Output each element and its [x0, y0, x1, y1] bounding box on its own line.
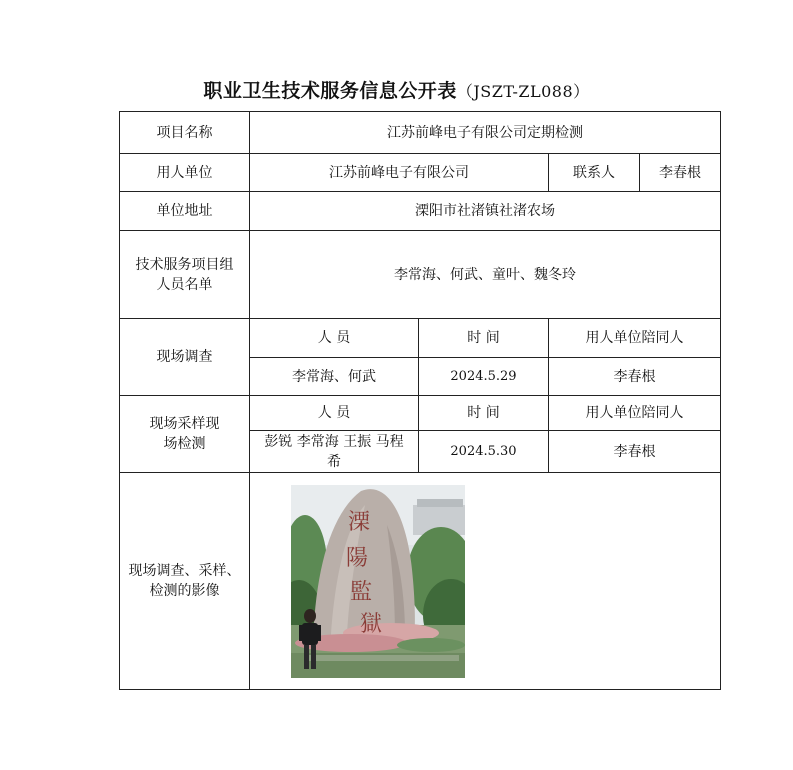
images-cell — [250, 473, 721, 690]
address-value: 溧阳市社渚镇社渚农场 — [250, 192, 721, 231]
inscription-char-3: 監 — [349, 580, 373, 605]
sampling-label: 现场采样现场检测 — [120, 396, 250, 473]
document-title — [0, 76, 793, 103]
inscription-char-2: 陽 — [345, 546, 369, 571]
row-images — [120, 473, 721, 690]
survey-escort: 李春根 — [549, 358, 721, 396]
project-name-label: 项目名称 — [120, 112, 250, 154]
row-project-name — [120, 112, 721, 154]
row-employer — [120, 154, 721, 192]
row-survey-header — [120, 319, 721, 358]
row-team — [120, 231, 721, 319]
employer-value: 江苏前峰电子有限公司 — [250, 154, 549, 192]
survey-col-time: 时 间 — [419, 319, 549, 358]
survey-col-escort: 用人单位陪同人 — [549, 319, 721, 358]
contact-value: 李春根 — [640, 154, 721, 192]
survey-col-people: 人 员 — [250, 319, 419, 358]
contact-label: 联系人 — [549, 154, 640, 192]
team-value: 李常海、何武、童叶、魏冬玲 — [250, 231, 721, 319]
employer-label: 用人单位 — [120, 154, 250, 192]
title-main: 职业卫生技术服务信息公开表 — [203, 80, 457, 102]
project-name-value: 江苏前峰电子有限公司定期检测 — [250, 112, 721, 154]
info-table — [119, 111, 721, 690]
title-code: （JSZT-ZL088） — [456, 82, 590, 101]
sampling-time: 2024.5.30 — [419, 431, 549, 473]
inscription-char-4: 獄 — [359, 612, 383, 637]
address-label: 单位地址 — [120, 192, 250, 231]
sampling-col-people: 人 员 — [250, 396, 419, 431]
sampling-col-escort: 用人单位陪同人 — [549, 396, 721, 431]
sampling-escort: 李春根 — [549, 431, 721, 473]
row-address — [120, 192, 721, 231]
sampling-people: 彭锐 李常海 王振 马程希 — [250, 431, 419, 473]
survey-people: 李常海、何武 — [250, 358, 419, 396]
site-photo — [291, 485, 465, 678]
survey-label: 现场调查 — [120, 319, 250, 396]
team-label: 技术服务项目组人员名单 — [120, 231, 250, 319]
row-sampling-header — [120, 396, 721, 431]
inscription-char-1: 溧 — [347, 510, 371, 535]
sampling-col-time: 时 间 — [419, 396, 549, 431]
survey-time: 2024.5.29 — [419, 358, 549, 396]
images-label: 现场调查、采样、检测的影像 — [120, 473, 250, 690]
